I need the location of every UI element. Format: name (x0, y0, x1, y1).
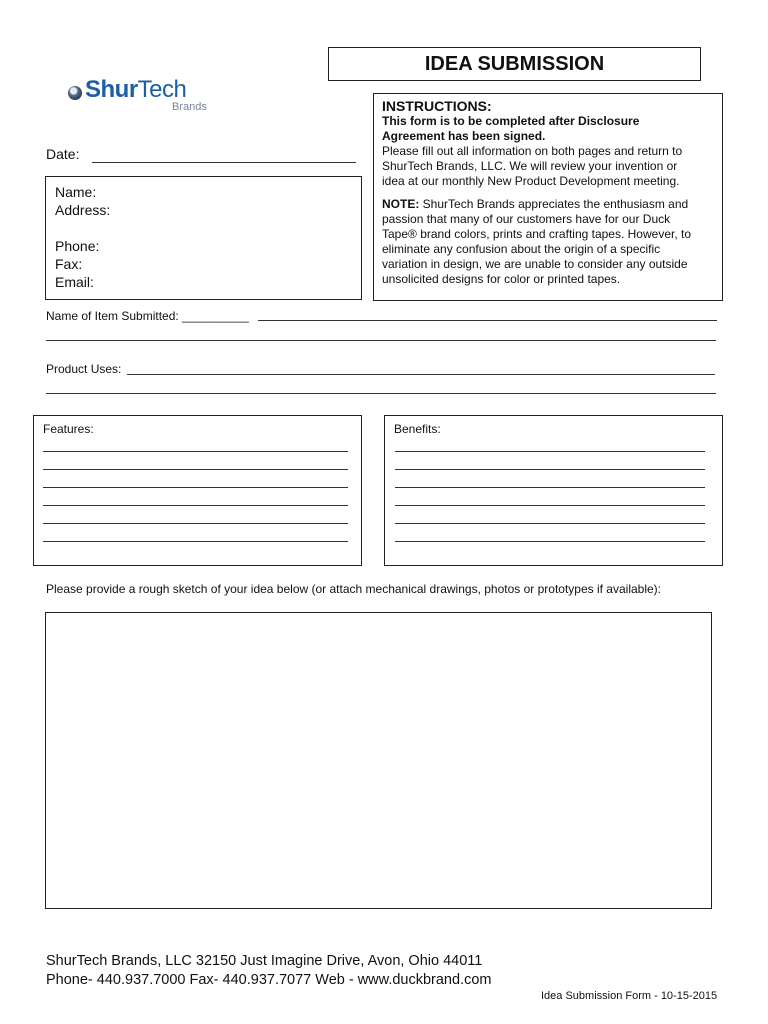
features-label: Features: (43, 422, 94, 436)
logo-tech-text: Tech (137, 76, 187, 103)
instructions-line-3: idea at our monthly New Product Development meeting. (382, 174, 680, 188)
sketch-area[interactable] (45, 612, 712, 909)
contact-box[interactable] (45, 176, 362, 300)
benefits-line[interactable] (395, 541, 705, 542)
note-line-2: passion that many of our customers have for our Duck (382, 212, 671, 226)
features-line[interactable] (43, 469, 348, 470)
note-label: NOTE: (382, 197, 420, 211)
item-name-field-line-2[interactable] (46, 340, 716, 341)
note-line-3: Tape® brand colors, prints and crafting tapes. However, to (382, 227, 692, 241)
note-line-6: unsolicited designs for color or printed tapes. (382, 272, 621, 286)
benefits-line[interactable] (395, 451, 705, 452)
product-uses-field-line-2[interactable] (46, 393, 716, 394)
footer-address: ShurTech Brands, LLC 32150 Just Imagine Drive, Avon, Ohio 44011 (46, 953, 483, 969)
features-line[interactable] (43, 523, 348, 524)
date-label: Date: (46, 146, 80, 162)
features-line[interactable] (43, 487, 348, 488)
logo-shur-text: Shur (85, 76, 138, 103)
note-line-1 (382, 197, 714, 212)
email-label: Email: (55, 274, 94, 290)
item-name-field[interactable] (258, 320, 717, 321)
note-line-5: variation in design, we are unable to consider any outside (382, 257, 688, 271)
product-uses-field[interactable] (127, 374, 715, 375)
instructions-line-1: Please fill out all information on both pages and return to (382, 144, 683, 158)
product-uses-label: Product Uses: (46, 362, 122, 376)
instructions-box (373, 93, 723, 301)
phone-label: Phone: (55, 238, 100, 254)
item-name-label: Name of Item Submitted: __________ (46, 309, 249, 323)
instructions-bold-line-1: This form is to be completed after Disclosure (382, 114, 640, 128)
name-label: Name: (55, 184, 97, 200)
benefits-line[interactable] (395, 469, 705, 470)
features-box (33, 415, 362, 566)
form-id: Idea Submission Form - 10-15-2015 (541, 990, 718, 1002)
fax-label: Fax: (55, 256, 83, 272)
footer-contact: Phone- 440.937.7000 Fax- 440.937.7077 Web - www.duckbrand.com (46, 972, 492, 988)
instructions-line-2: ShurTech Brands, LLC. We will review your invention or (382, 159, 678, 173)
logo-globe-icon (68, 86, 82, 100)
address-label: Address: (55, 202, 111, 218)
instructions-heading: INSTRUCTIONS: (382, 98, 492, 114)
sketch-prompt: Please provide a rough sketch of your idea below (or attach mechanical drawings, photos or prototypes if available): (46, 582, 662, 596)
benefits-label: Benefits: (394, 422, 441, 436)
date-field[interactable] (92, 162, 356, 163)
features-line[interactable] (43, 541, 348, 542)
logo-brands-text: Brands (172, 101, 207, 113)
benefits-line[interactable] (395, 487, 705, 488)
features-line[interactable] (43, 505, 348, 506)
benefits-line[interactable] (395, 505, 705, 506)
form-title: IDEA SUBMISSION (328, 47, 701, 81)
features-line[interactable] (43, 451, 348, 452)
benefits-line[interactable] (395, 523, 705, 524)
instructions-bold-line-2: Agreement has been signed. (382, 129, 546, 143)
note-line-4: eliminate any confusion about the origin of a specific (382, 242, 661, 256)
note-first-text: ShurTech Brands appreciates the enthusiasm and (419, 197, 689, 211)
benefits-box (384, 415, 723, 566)
shurtech-logo (68, 78, 218, 118)
